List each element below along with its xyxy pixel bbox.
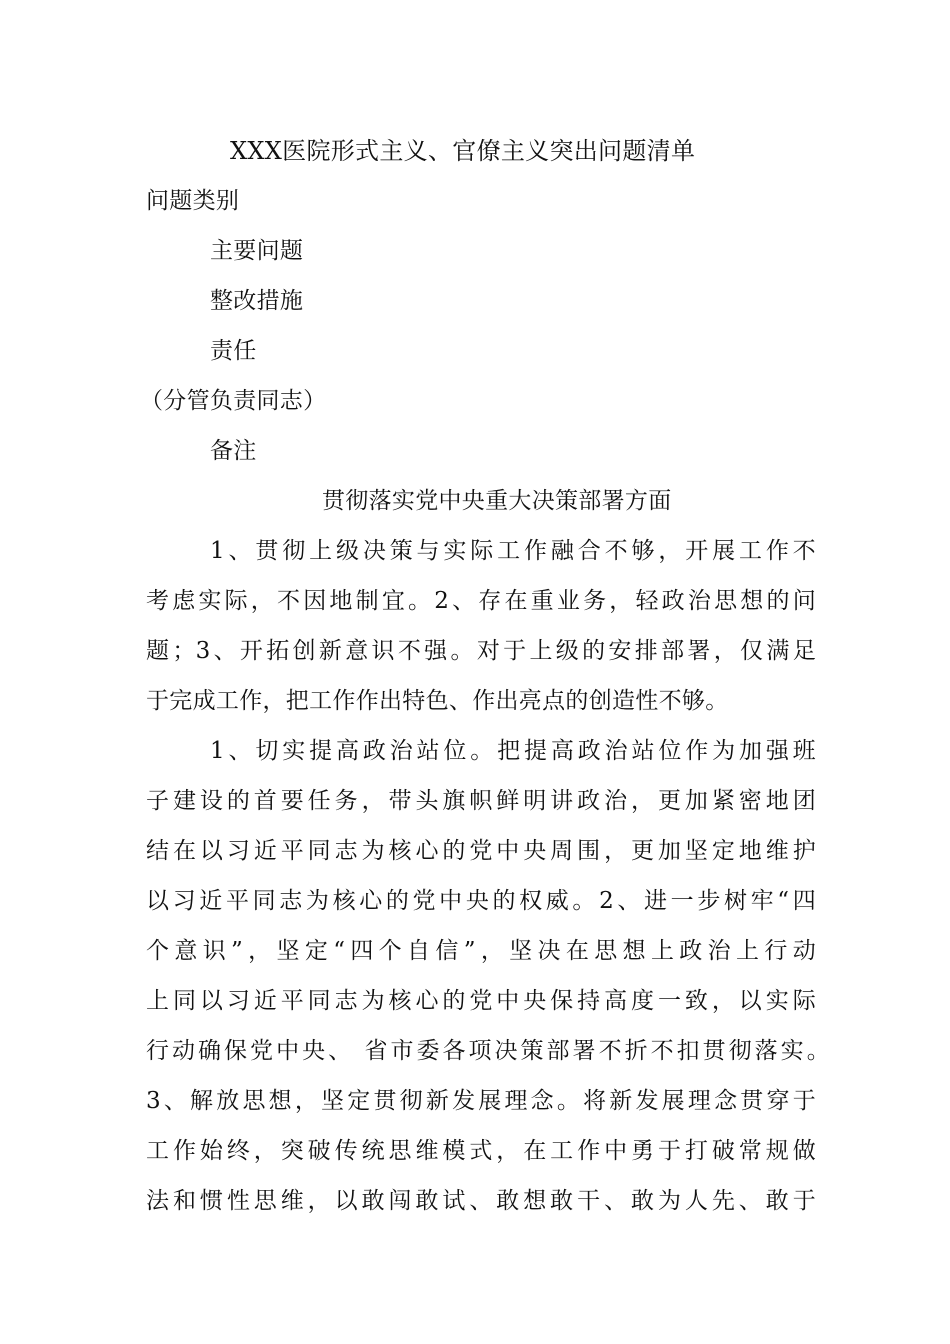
problems-line: 于完成工作，把工作作出特色、作出亮点的创造性不够。 [146, 688, 729, 714]
header-responsibility: 责任 [210, 338, 257, 364]
header-category: 问题类别 [146, 188, 240, 214]
measures-line: 1、切实提高政治站位。把提高政治站位作为加强班 [210, 738, 816, 764]
document-title: XXX医院形式主义、官僚主义突出问题清单 [230, 137, 696, 165]
measures-line: 结在以习近平同志为核心的党中央周围，更加坚定地维护 [146, 838, 816, 864]
measures-line: 以习近平同志为核心的党中央的权威。2、进一步树牢“四 [146, 888, 816, 914]
header-measures: 整改措施 [210, 288, 304, 314]
measures-line: 子建设的首要任务，带头旗帜鲜明讲政治，更加紧密地团 [146, 788, 816, 814]
section-title: 贯彻落实党中央重大决策部署方面 [322, 488, 672, 514]
header-remarks: 备注 [210, 438, 257, 464]
measures-line: 行动确保党中央、 省市委各项决策部署不折不扣贯彻落实。 [146, 1038, 830, 1064]
measures-line: 法和惯性思维，以敢闯敢试、敢想敢干、敢为人先、敢于 [146, 1188, 816, 1214]
header-main-problem: 主要问题 [210, 238, 304, 264]
measures-line: 上同以习近平同志为核心的党中央保持高度一致，以实际 [146, 988, 816, 1014]
problems-line: 考虑实际，不因地制宜。2、存在重业务，轻政治思想的问 [146, 588, 816, 614]
measures-line: 3、解放思想，坚定贯彻新发展理念。将新发展理念贯穿于 [146, 1088, 816, 1114]
header-responsible-person: （分管负责同志） [140, 388, 327, 414]
problems-line: 1、贯彻上级决策与实际工作融合不够，开展工作不 [210, 538, 816, 564]
measures-line: 工作始终，突破传统思维模式，在工作中勇于打破常规做 [146, 1138, 816, 1164]
measures-line: 个意识”，坚定“四个自信”，坚决在思想上政治上行动 [146, 938, 816, 964]
problems-line: 题；3、开拓创新意识不强。对于上级的安排部署，仅满足 [146, 638, 816, 664]
